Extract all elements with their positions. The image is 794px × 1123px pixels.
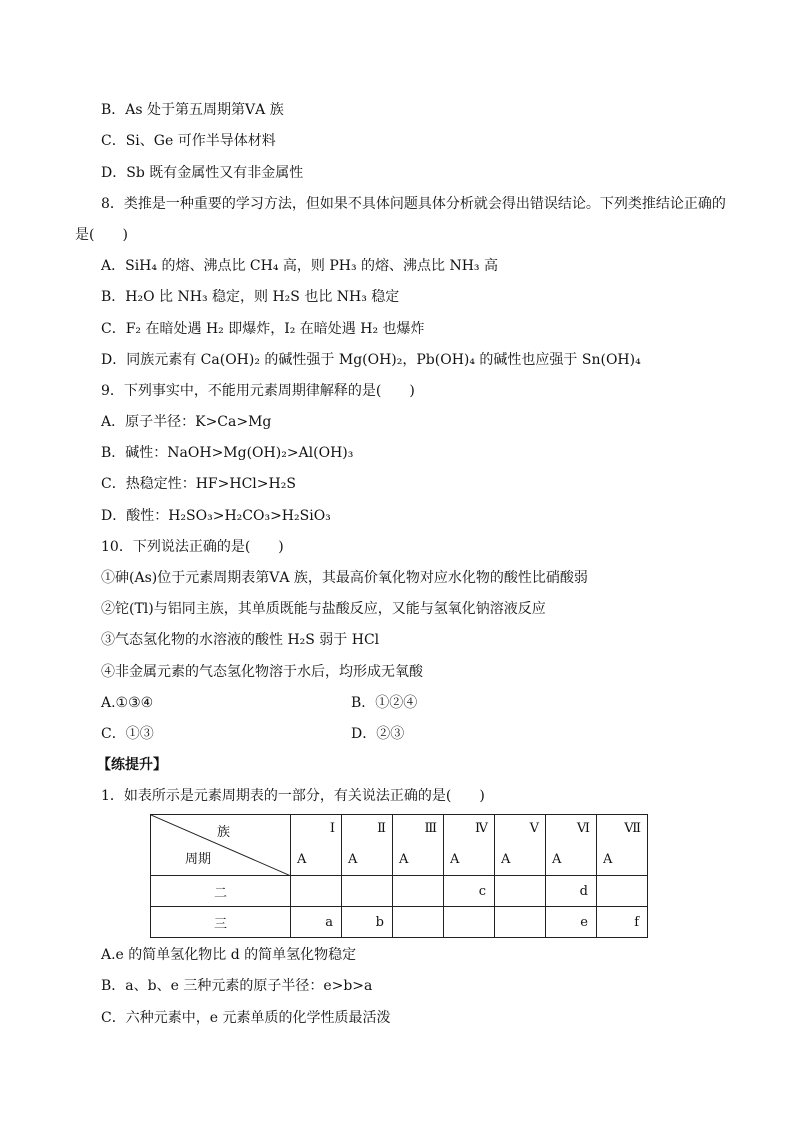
q10-option-b: B．①②④ [351, 695, 418, 711]
table-cell: d [546, 876, 597, 907]
group-header: Ⅵ A [546, 815, 597, 876]
q7-option-b: B．As 处于第五周期第ⅤA 族 [101, 102, 284, 118]
table-cell: a [291, 907, 342, 938]
q9-option-a: A．原子半径：K>Ca>Mg [101, 414, 272, 430]
table-cell [342, 876, 393, 907]
periodic-table-fragment [150, 814, 648, 938]
q9-option-c: C．热稳定性：HF>HCl>H₂S [101, 476, 296, 492]
table-cell [291, 876, 342, 907]
period-label: 二 [151, 876, 291, 907]
p1-option-c: C．六种元素中，e 元素单质的化学性质最活泼 [101, 1010, 391, 1026]
q10-option-c: C．①③ [101, 726, 154, 742]
table-cell [495, 907, 546, 938]
period-label: 三 [151, 907, 291, 938]
q10-stem: 10．下列说法正确的是( ) [101, 539, 284, 555]
q10-statement-1: ①砷(As)位于元素周期表第ⅤA 族，其最高价氧化物对应水化物的酸性比硝酸弱 [101, 570, 588, 586]
q8-option-c: C．F₂ 在暗处遇 H₂ 即爆炸，I₂ 在暗处遇 H₂ 也爆炸 [101, 321, 425, 337]
q10-option-d: D．②③ [351, 726, 405, 742]
q9-option-b: B．碱性：NaOH>Mg(OH)₂>Al(OH)₃ [101, 445, 354, 461]
q8-stem-cont: 是( ) [75, 227, 128, 243]
group-header: Ⅴ A [495, 815, 546, 876]
p1-stem: 1．如表所示是元素周期表的一部分，有关说法正确的是( ) [101, 788, 485, 804]
p1-option-a: A.e 的简单氢化物比 d 的简单氢化物稳定 [101, 947, 357, 963]
table-cell: b [342, 907, 393, 938]
q8-option-b: B．H₂O 比 NH₃ 稳定，则 H₂S 也比 NH₃ 稳定 [101, 289, 400, 305]
table-cell [393, 876, 444, 907]
group-header: Ⅳ A [444, 815, 495, 876]
table-corner-header [151, 815, 291, 876]
table-cell [444, 907, 495, 938]
q8-option-a: A．SiH₄ 的熔、沸点比 CH₄ 高，则 PH₃ 的熔、沸点比 NH₃ 高 [101, 258, 498, 274]
p1-option-b: B．a、b、e 三种元素的原子半径：e>b>a [101, 978, 373, 994]
table-cell [495, 876, 546, 907]
table-cell [597, 876, 648, 907]
q10-statement-3: ③气态氢化物的水溶液的酸性 H₂S 弱于 HCl [101, 632, 380, 648]
group-header: Ⅰ A [291, 815, 342, 876]
q8-option-d: D．同族元素有 Ca(OH)₂ 的碱性强于 Mg(OH)₂，Pb(OH)₄ 的碱性也应强于 Sn(OH)₄ [101, 352, 641, 368]
table-row [151, 876, 648, 907]
table-cell: e [546, 907, 597, 938]
q10-statement-2: ②铊(Tl)与铝同主族，其单质既能与盐酸反应，又能与氢氧化钠溶液反应 [101, 601, 546, 617]
table-cell: f [597, 907, 648, 938]
q9-option-d: D．酸性：H₂SO₃>H₂CO₃>H₂SiO₃ [101, 508, 331, 524]
section-heading: 【练提升】 [97, 757, 167, 773]
group-header: Ⅲ A [393, 815, 444, 876]
corner-group-label: 族 [216, 825, 230, 840]
group-header: Ⅱ A [342, 815, 393, 876]
table-row [151, 907, 648, 938]
table-cell [393, 907, 444, 938]
q10-statement-4: ④非金属元素的气态氢化物溶于水后，均形成无氧酸 [101, 664, 423, 680]
corner-period-label: 周期 [185, 852, 212, 867]
q9-stem: 9．下列事实中，不能用元素周期律解释的是( ) [101, 383, 415, 399]
table-cell: c [444, 876, 495, 907]
q7-option-c: C．Si、Ge 可作半导体材料 [101, 133, 276, 149]
q10-option-a: A.①③④ [101, 695, 154, 711]
q8-stem: 8．类推是一种重要的学习方法，但如果不具体问题具体分析就会得出错误结论。下列类推结论正确的 [101, 196, 726, 212]
q7-option-d: D．Sb 既有金属性又有非金属性 [101, 165, 304, 181]
group-header: Ⅶ A [597, 815, 648, 876]
